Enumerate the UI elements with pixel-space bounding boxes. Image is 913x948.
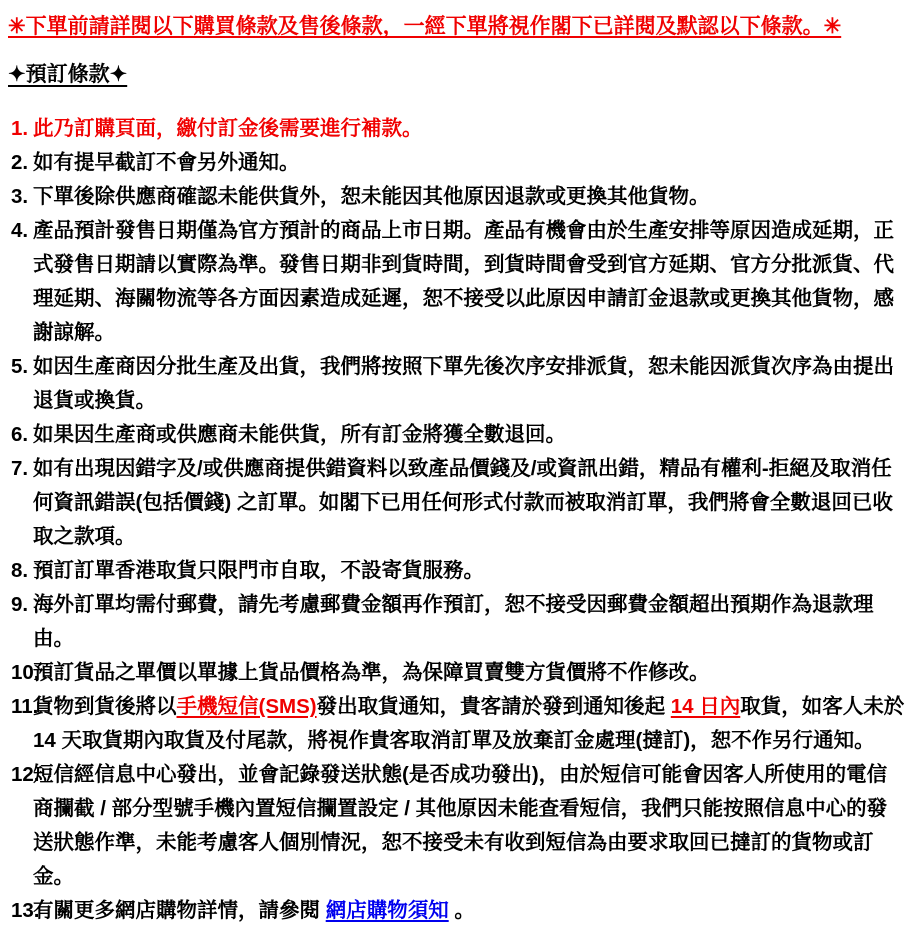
term-item bbox=[8, 350, 907, 418]
term-segment: 產品預計發售日期僅為官方預計的商品上市日期。產品有機會由於生產安排等原因造成延期，正式發售日期請以實際為準。發售日期非到貨時間，到貨時間會受到官方延期、官方分批派貨、代理延期、海關物流等各方面因素造成延遲，恕不接受以此原因申請訂金退款或更換其他貨物，感謝諒解。 bbox=[33, 219, 894, 344]
term-number: 3. bbox=[11, 185, 29, 208]
term-segment: 下單後除供應商確認未能供貨外，恕未能因其他原因退款或更換其他貨物。 bbox=[33, 185, 710, 208]
term-item bbox=[8, 894, 907, 928]
term-text bbox=[33, 695, 904, 752]
term-number: 9. bbox=[11, 593, 29, 616]
term-segment: 如有提早截訂不會另外通知。 bbox=[33, 151, 300, 174]
term-item bbox=[8, 554, 907, 588]
term-text bbox=[33, 593, 874, 650]
term-number: 5. bbox=[11, 355, 29, 378]
term-segment: 有關更多網店購物詳情，請參閱 bbox=[33, 899, 326, 922]
term-text bbox=[33, 219, 894, 344]
term-segment: 如有出現因錯字及/或供應商提供錯資料以致產品價錢及/或資訊出錯，精品有權利-拒絕及取消任何資訊錯誤(包括價錢) 之訂單。如閣下已用任何形式付款而被取消訂單，我們將會全數退回已收取之款項。 bbox=[33, 457, 893, 548]
term-text bbox=[33, 117, 423, 140]
term-segment: 取貨，如客人未於 14 天取貨期內取貨及付尾款，將視作貴客取消訂單及放棄訂金處理(撻訂)，恕不作另行通知。 bbox=[33, 695, 905, 752]
term-segment: 預訂訂單香港取貨只限門市自取，不設寄貨服務。 bbox=[33, 559, 484, 582]
term-number: 4. bbox=[11, 219, 29, 242]
pre-order-notice-banner: ✳下單前請詳閱以下購買條款及售後條款，一經下單將視作閣下已詳閱及默認以下條款。✳ bbox=[8, 15, 842, 38]
term-text bbox=[33, 899, 475, 922]
term-segment: 。 bbox=[448, 899, 475, 922]
term-number: 11. bbox=[11, 695, 39, 718]
store-shopping-notice-link[interactable]: 網店購物須知 bbox=[325, 899, 449, 922]
term-text bbox=[33, 185, 710, 208]
term-segment: 海外訂單均需付郵費，請先考慮郵費金額再作預訂，恕不接受因郵費金額超出預期作為退款理由。 bbox=[33, 593, 874, 650]
term-item bbox=[8, 418, 907, 452]
terms-list bbox=[8, 112, 907, 928]
term-number: 7. bbox=[11, 457, 29, 480]
term-item bbox=[8, 146, 907, 180]
term-text bbox=[33, 559, 484, 582]
term-segment: 貨物到貨後將以 bbox=[33, 695, 177, 718]
term-number: 6. bbox=[11, 423, 29, 446]
term-number: 8. bbox=[11, 559, 29, 582]
term-item bbox=[8, 214, 907, 350]
term-number: 10. bbox=[11, 661, 40, 684]
section-heading-preorder-terms: ✦預訂條款✦ bbox=[8, 63, 128, 86]
term-text bbox=[33, 763, 887, 888]
term-text bbox=[33, 423, 566, 446]
term-number: 13. bbox=[11, 899, 40, 922]
term-number: 1. bbox=[11, 117, 29, 140]
term-item bbox=[8, 452, 907, 554]
term-segment: 發出取貨通知，貴客請於發到通知後起 bbox=[316, 695, 671, 718]
term-segment: 預訂貨品之單價以單據上貨品價格為準，為保障買賣雙方貨價將不作修改。 bbox=[33, 661, 710, 684]
term-number: 12. bbox=[11, 763, 40, 786]
term-item bbox=[8, 588, 907, 656]
term-item bbox=[8, 656, 907, 690]
term-segment: 如果因生產商或供應商未能供貨，所有訂金將獲全數退回。 bbox=[33, 423, 566, 446]
term-item bbox=[8, 758, 907, 894]
term-text bbox=[33, 661, 710, 684]
term-item bbox=[8, 112, 907, 146]
term-text bbox=[33, 151, 300, 174]
term-segment: 14 日內 bbox=[670, 695, 741, 718]
term-segment: 短信經信息中心發出，並會記錄發送狀態(是否成功發出)，由於短信可能會因客人所使用的電信商攔截 / 部分型號手機內置短信攔置設定 / 其他原因未能查看短信，我們只能按照信息中心的發送狀態作準，未能考慮客人個別情況，恕不接受未有收到短信為由要求取回已撻訂的貨物或訂金。 bbox=[33, 763, 888, 888]
term-segment: 如因生產商因分批生產及出貨，我們將按照下單先後次序安排派貨，恕未能因派貨次序為由提出退貨或換貨。 bbox=[33, 355, 894, 412]
term-item bbox=[8, 690, 907, 758]
term-number: 2. bbox=[11, 151, 29, 174]
term-segment: 手機短信(SMS) bbox=[176, 695, 317, 718]
term-text bbox=[33, 355, 894, 412]
term-text bbox=[33, 457, 893, 548]
term-segment: 此乃訂購頁面，繳付訂金後需要進行補款。 bbox=[33, 117, 423, 140]
term-item bbox=[8, 180, 907, 214]
